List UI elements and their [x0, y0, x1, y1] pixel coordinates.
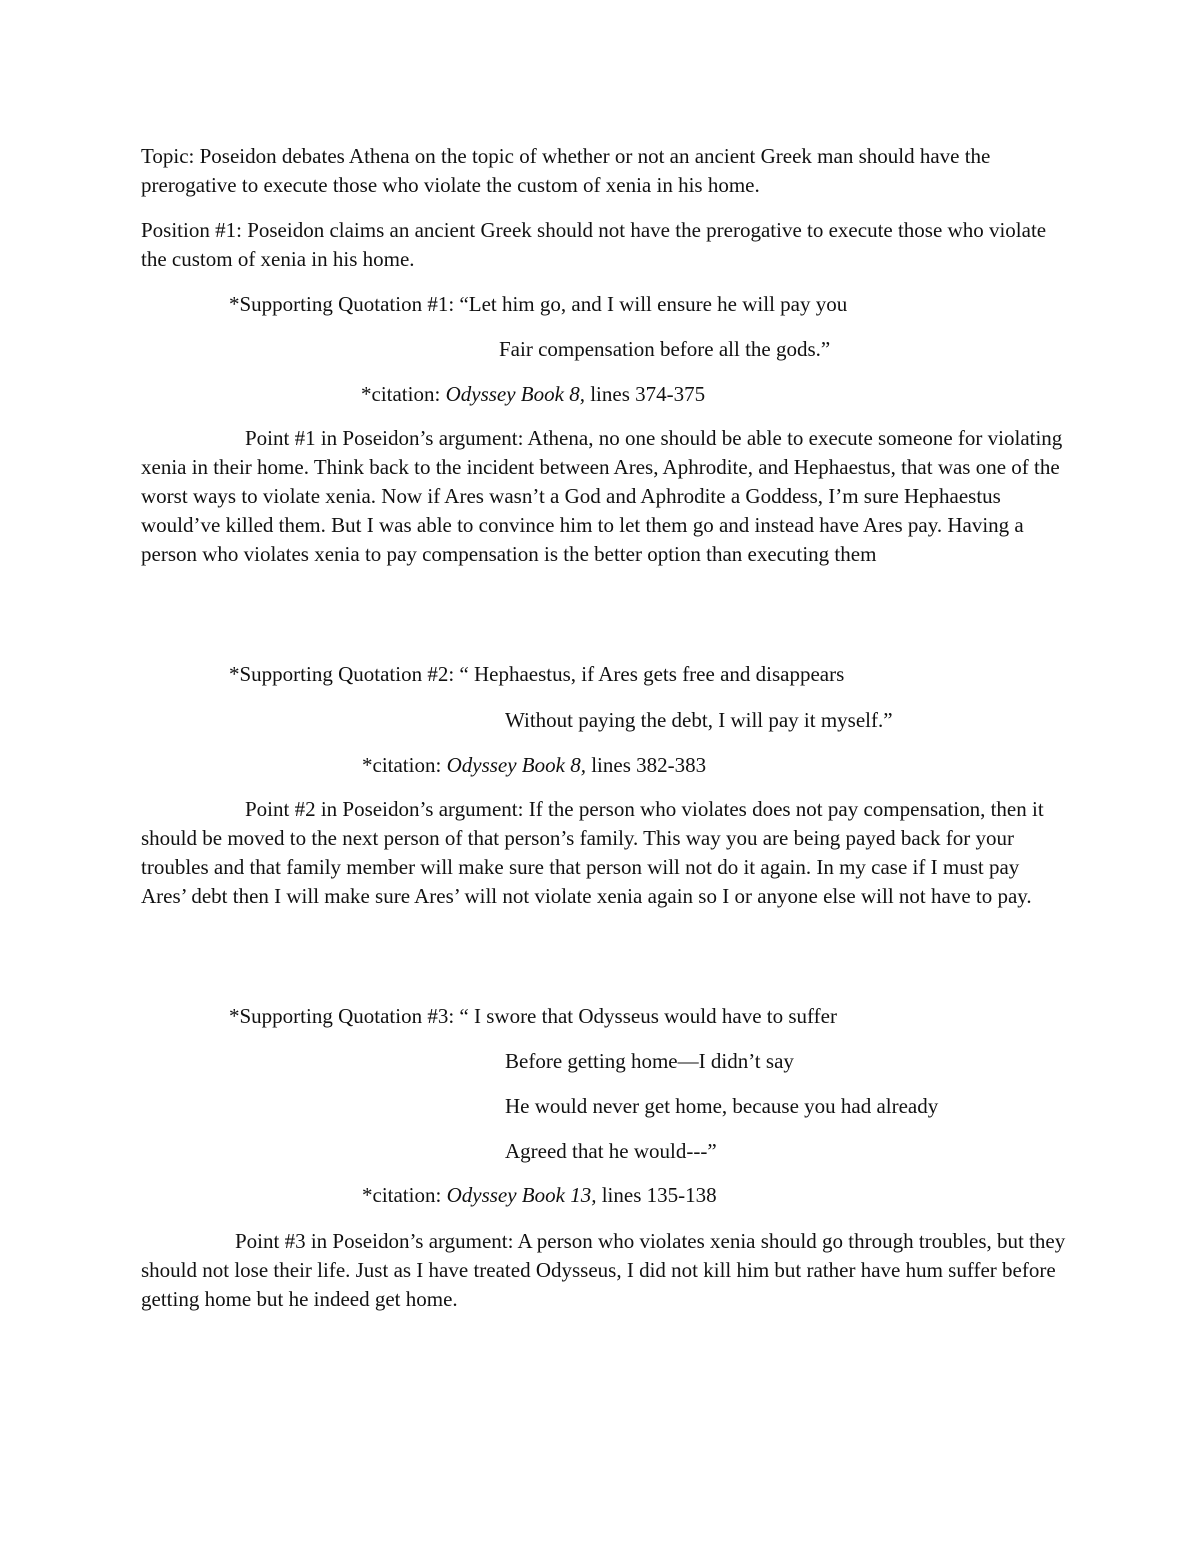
- quote-1-line-1: Fair compensation before all the gods.”: [499, 337, 831, 361]
- topic-paragraph: Topic: Poseidon debates Athena on the topic of whether or not an ancient Greek man should have the prerogative to execute those who violate the custom of xenia in his home.: [141, 144, 991, 197]
- point-3-paragraph: Point #3 in Poseidon’s argument: A person who violates xenia should go through troubles, but they should not lose their life. Just as I have treated Odysseus, I did not kill him but rather have hum suffer before getting home but he indeed get home.: [141, 1229, 1066, 1311]
- citation-lines: lines 374-375: [584, 382, 706, 406]
- quote-2-label: *Supporting Quotation #2: “ Hephaestus, if Ares gets free and disappears: [229, 662, 845, 686]
- position-paragraph: Position #1: Poseidon claims an ancient Greek should not have the prerogative to execute those who violate the custom of xenia in his home.: [141, 218, 1047, 271]
- citation-work: Odyssey Book 13,: [446, 1183, 597, 1207]
- quote-3-line-1: Before getting home—I didn’t say: [505, 1049, 794, 1073]
- quote-3-citation: [362, 1181, 717, 1210]
- quote-3-line-2: He would never get home, because you had already: [505, 1094, 939, 1118]
- citation-work: Odyssey Book 8,: [446, 753, 586, 777]
- quote-2-citation: [362, 751, 706, 780]
- citation-lines: lines 382-383: [585, 753, 707, 777]
- quote-3-label: *Supporting Quotation #3: “ I swore that Odysseus would have to suffer: [229, 1004, 837, 1028]
- point-2-paragraph: Point #2 in Poseidon’s argument: If the person who violates does not pay compensation, then it should be moved to the next person of that person’s family. This way you are being payed back for your troubles and that family member will make sure that person will not do it again. In my case if I must pay Ares’ debt then I will make sure Ares’ will not violate xenia again so I or anyone else will not have to pay.: [141, 797, 1044, 908]
- point-1-paragraph: Point #1 in Poseidon’s argument: Athena, no one should be able to execute someone for violating xenia in their home. Think back to the incident between Ares, Aphrodite, and Hephaestus, that was one of the worst ways to violate xenia. Now if Ares wasn’t a God and Aphrodite a Goddess, I’m sure Hephaestus would’ve killed them. But I was able to convince him to let them go and instead have Ares pay. Having a person who violates xenia to pay compensation is the better option than executing them: [141, 426, 1063, 566]
- quote-3-line-3: Agreed that he would---”: [505, 1139, 717, 1163]
- citation-prefix: *citation:: [362, 753, 447, 777]
- quote-1-label: *Supporting Quotation #1: “Let him go, and I will ensure he will pay you: [229, 292, 848, 316]
- quote-2-line-1: Without paying the debt, I will pay it myself.”: [505, 708, 893, 732]
- citation-prefix: *citation:: [361, 382, 446, 406]
- citation-prefix: *citation:: [362, 1183, 447, 1207]
- quote-1-citation: [361, 380, 705, 409]
- citation-work: Odyssey Book 8,: [445, 382, 585, 406]
- citation-lines: lines 135-138: [596, 1183, 717, 1207]
